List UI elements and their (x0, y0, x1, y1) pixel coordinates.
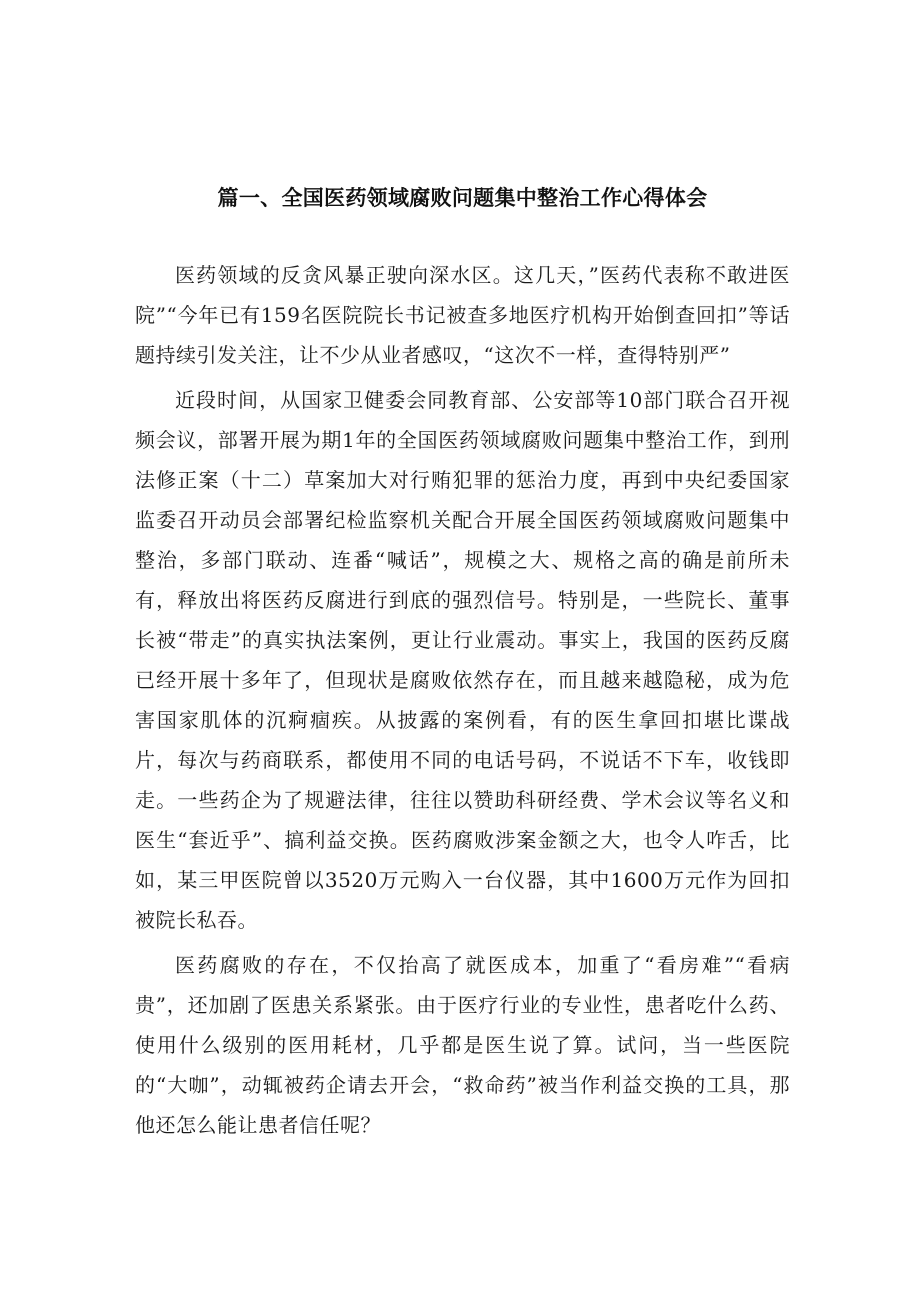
paragraph-2: 近段时间，从国家卫健委会同教育部、公安部等10部门联合召开视频会议，部署开展为期1年的全国医药领域腐败问题集中整治工作，到刑法修正案（十二）草案加大对行贿犯罪的惩治力度，再到中央纪委国家监委召开动员会部署纪检监察机关配合开展全国医药领域腐败问题集中整治，多部门联动、连番“喊话”，规模之大、规格之高的确是前所未有，释放出将医药反腐进行到底的强烈信号。特别是，一些院长、董事长被“带走”的真实执法案例，更让行业震动。事实上，我国的医药反腐已经开展十多年了，但现状是腐败依然存在，而且越来越隐秘，成为危害国家肌体的沉痾痼疾。从披露的案例看，有的医生拿回扣堪比谍战片，每次与药商联系，都使用不同的电话号码，不说话不下车，收钱即走。一些药企为了规避法律，往往以赞助科研经费、学术会议等名义和医生“套近乎”、搞利益交换。医药腐败涉案金额之大，也令人咋舌，比如，某三甲医院曾以3520万元购入一台仪器，其中1600万元作为回扣被院长私吞。 (135, 388, 790, 932)
paragraph-3: 医药腐败的存在，不仅抬高了就医成本，加重了“看房难”“看病贵”，还加剧了医患关系紧张。由于医疗行业的专业性，患者吃什么药、使用什么级别的医用耗材，几乎都是医生说了算。试问，当一些医院的“大咖”，动辄被药企请去开会，“救命药”被当作利益交换的工具，那他还怎么能让患者信任呢？ (135, 953, 790, 1137)
paragraph-1: 医药领域的反贪风暴正驶向深水区。这几天，”医药代表称不敢进医院”“今年已有159名医院院长书记被查多地医疗机构开始倒查回扣”等话题持续引发关注，让不少从业者感叹，“这次不一样，查得特别严” (135, 263, 790, 367)
document-title: 篇一、全国医药领域腐败问题集中整治工作心得体会 (217, 186, 708, 210)
